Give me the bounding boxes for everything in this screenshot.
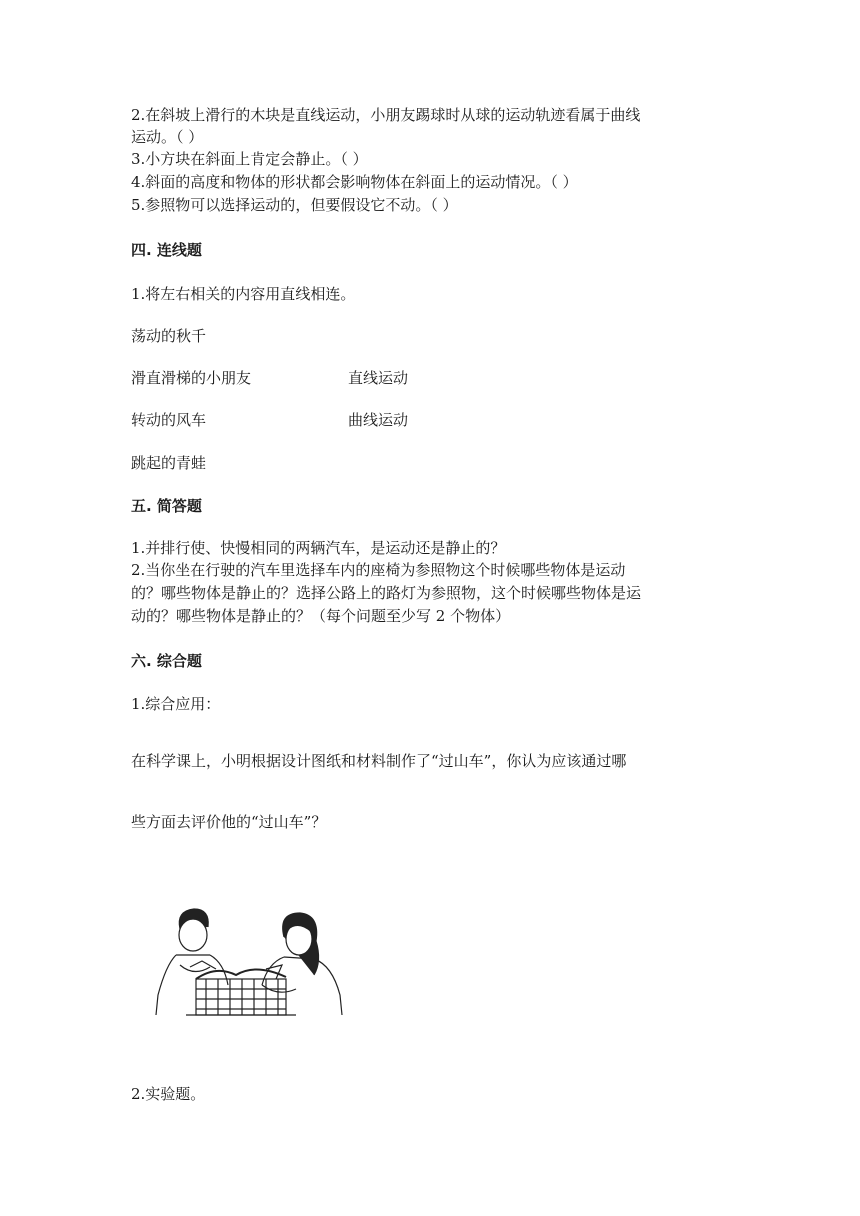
question-5-2-line-1: 2.当你坐在行驶的汽车里选择车内的座椅为参照物这个时候哪些物体是运动 xyxy=(131,561,626,579)
question-6-1-text-line-2: 些方面去评价他的“过山车”？ xyxy=(131,813,327,831)
question-5-2-line-2: 的？哪些物体是静止的？选择公路上的路灯为参照物，这个时候哪些物体是运 xyxy=(131,584,642,602)
question-6-1-text-line-1: 在科学课上，小明根据设计图纸和材料制作了“过山车”，你认为应该通过哪 xyxy=(131,752,627,770)
matching-right-item: 曲线运动 xyxy=(348,411,409,429)
question-3-4: 4.斜面的高度和物体的形状都会影响物体在斜面上的运动情况。（ ） xyxy=(131,173,578,191)
matching-instruction: 1.将左右相关的内容用直线相连。 xyxy=(131,285,356,303)
matching-left-item: 荡动的秋千 xyxy=(131,327,207,345)
section-4-heading: 四. 连线题 xyxy=(131,241,202,259)
question-6-1-label: 1.综合应用： xyxy=(131,695,221,713)
question-3-5: 5.参照物可以选择运动的，但要假设它不动。（ ） xyxy=(131,196,458,214)
question-5-2-line-3: 动的？哪些物体是静止的？（每个问题至少写 2 个物体） xyxy=(131,607,511,625)
question-6-2-label: 2.实验题。 xyxy=(131,1085,206,1103)
two-children-building-model-icon xyxy=(146,905,356,1027)
matching-left-item: 跳起的青蛙 xyxy=(131,454,207,472)
section-5-heading: 五. 简答题 xyxy=(131,497,202,515)
question-3-2-line-2: 运动。（ ） xyxy=(131,128,204,146)
question-5-1: 1.并排行使、快慢相同的两辆汽车，是运动还是静止的？ xyxy=(131,539,506,557)
matching-right-item: 直线运动 xyxy=(348,369,409,387)
section-6-heading: 六. 综合题 xyxy=(131,652,202,670)
question-3-3: 3.小方块在斜面上肯定会静止。（ ） xyxy=(131,150,368,168)
question-3-2-line-1: 2.在斜坡上滑行的木块是直线运动，小朋友踢球时从球的运动轨迹看属于曲线 xyxy=(131,106,641,124)
matching-left-item: 滑直滑梯的小朋友 xyxy=(131,369,252,387)
matching-left-item: 转动的风车 xyxy=(131,411,207,429)
